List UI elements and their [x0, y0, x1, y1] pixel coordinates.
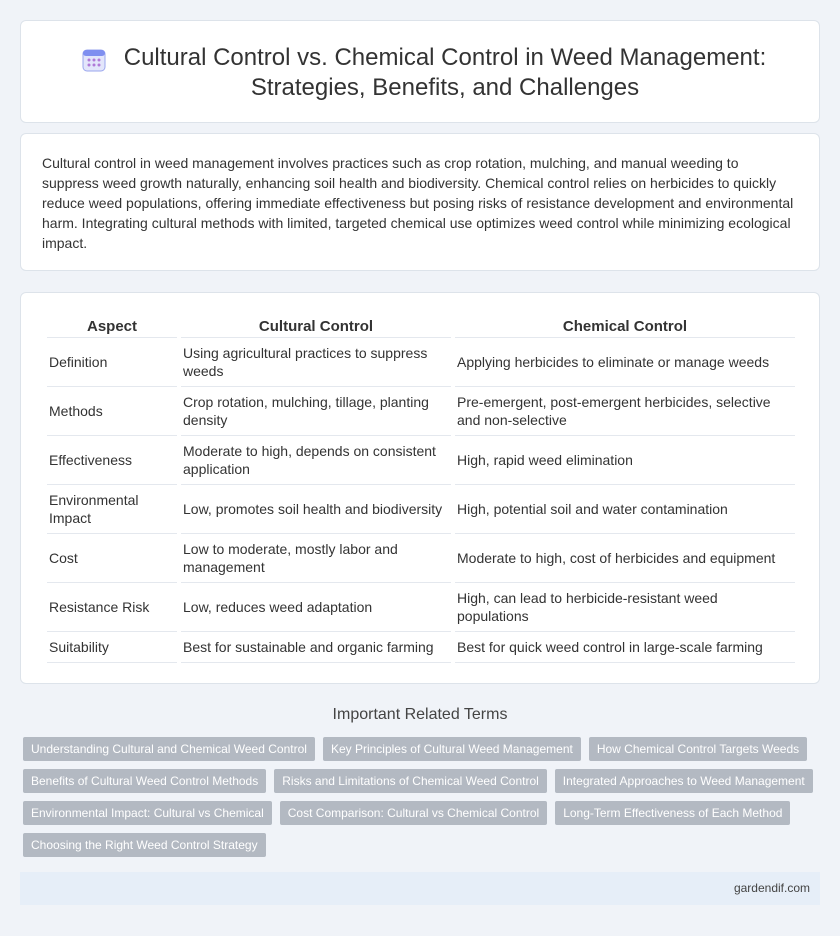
- table-cell: Effectiveness: [47, 436, 177, 485]
- table-cell: Low, reduces weed adaptation: [181, 583, 451, 632]
- table-row: [47, 632, 795, 663]
- table-row: [47, 436, 795, 485]
- table-cell: Best for quick weed control in large-scale farming: [455, 632, 795, 663]
- table-cell: High, can lead to herbicide-resistant weed populations: [455, 583, 795, 632]
- related-term-tag[interactable]: Long-Term Effectiveness of Each Method: [555, 801, 790, 825]
- table-header-aspect: Aspect: [47, 316, 177, 338]
- table-cell: Methods: [47, 387, 177, 436]
- related-term-tag[interactable]: Environmental Impact: Cultural vs Chemical: [23, 801, 272, 825]
- footer-site-link[interactable]: gardendif.com: [733, 881, 810, 895]
- table-cell: Crop rotation, mulching, tillage, planting density: [181, 387, 451, 436]
- related-term-tag[interactable]: Integrated Approaches to Weed Management: [555, 769, 813, 793]
- related-terms-heading: Important Related Terms: [332, 706, 508, 723]
- table-header-chemical: Chemical Control: [455, 316, 795, 338]
- related-term-tag[interactable]: Choosing the Right Weed Control Strategy: [23, 833, 266, 857]
- related-term-tag[interactable]: Benefits of Cultural Weed Control Methods: [23, 769, 266, 793]
- table-row: [47, 485, 795, 534]
- table-cell: Low, promotes soil health and biodiversity: [181, 485, 451, 534]
- intro-paragraph: Cultural control in weed management involves practices such as crop rotation, mulching, and manual weeding to suppress weed growth naturally, enhancing soil health and biodiversity. Chemical control relies on herbicides to quickly reduce weed populations, offering immediate effectiveness but posing risks of resistance development and environmental harm. Integrating cultural methods with limited, targeted chemical use optimizes weed control while minimizing ecological impact.: [42, 155, 794, 251]
- table-row: [47, 583, 795, 632]
- table-cell: Suitability: [47, 632, 177, 663]
- table-cell: Cost: [47, 534, 177, 583]
- related-term-tag[interactable]: Cost Comparison: Cultural vs Chemical Control: [280, 801, 547, 825]
- title-card: [20, 20, 820, 123]
- related-term-tag[interactable]: Key Principles of Cultural Weed Management: [323, 737, 581, 761]
- comparison-table: [43, 316, 799, 663]
- table-cell: Moderate to high, cost of herbicides and equipment: [455, 534, 795, 583]
- table-header-cultural: Cultural Control: [181, 316, 451, 338]
- table-cell: High, potential soil and water contamination: [455, 485, 795, 534]
- intro-card: [20, 133, 820, 271]
- table-cell: High, rapid weed elimination: [455, 436, 795, 485]
- related-term-tag[interactable]: Understanding Cultural and Chemical Weed Control: [23, 737, 315, 761]
- comparison-table-card: [20, 292, 820, 684]
- footer: [20, 872, 820, 905]
- table-cell: Low to moderate, mostly labor and management: [181, 534, 451, 583]
- table-cell: Pre-emergent, post-emergent herbicides, selective and non-selective: [455, 387, 795, 436]
- table-cell: Applying herbicides to eliminate or manage weeds: [455, 338, 795, 387]
- table-cell: Resistance Risk: [47, 583, 177, 632]
- related-term-tag[interactable]: How Chemical Control Targets Weeds: [589, 737, 807, 761]
- table-row: [47, 534, 795, 583]
- table-row: [47, 338, 795, 387]
- table-cell: Best for sustainable and organic farming: [181, 632, 451, 663]
- page-title: Cultural Control vs. Chemical Control in Weed Management: Strategies, Benefits, and Challenges: [123, 44, 767, 101]
- table-row: [47, 387, 795, 436]
- related-term-tag[interactable]: Risks and Limitations of Chemical Weed Control: [274, 769, 547, 793]
- table-cell: Moderate to high, depends on consistent application: [181, 436, 451, 485]
- table-cell: Environmental Impact: [47, 485, 177, 534]
- table-cell: Using agricultural practices to suppress weeds: [181, 338, 451, 387]
- related-terms-list: [23, 737, 823, 865]
- table-cell: Definition: [47, 338, 177, 387]
